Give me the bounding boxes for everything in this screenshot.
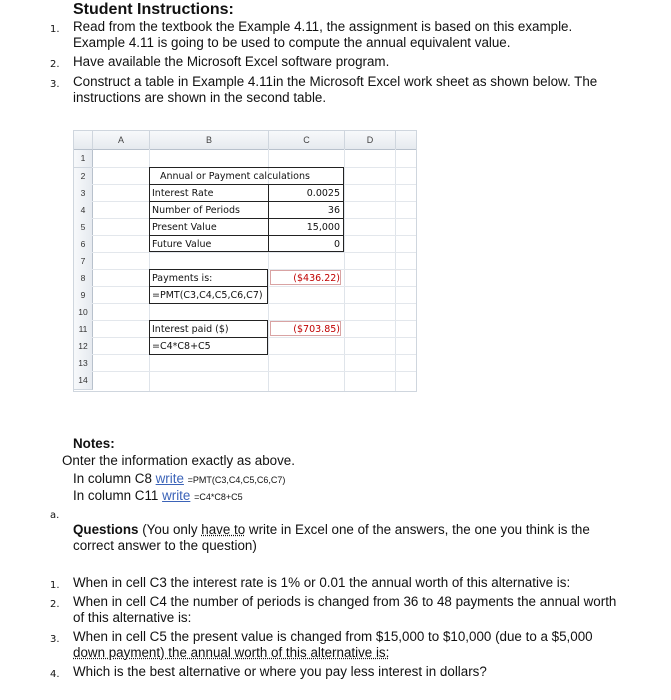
table-rule <box>149 337 268 338</box>
question-text: down payment) the annual worth of this alternative is: <box>73 645 390 660</box>
table-rule <box>268 184 269 252</box>
question-line: of this alternative is: <box>73 610 192 625</box>
list-number: 1. <box>50 580 60 591</box>
cell-present-value-value[interactable]: 15,000 <box>306 222 340 233</box>
cell-table-title[interactable]: Annual or Payment calculations <box>160 171 310 182</box>
row-header[interactable]: 11 <box>74 321 93 339</box>
cell-interest-rate-label[interactable]: Interest Rate <box>152 188 214 199</box>
row-header[interactable]: 12 <box>74 338 93 356</box>
notes-formula: =C4*C8+C5 <box>194 492 243 502</box>
question-item <box>73 664 487 680</box>
cell-pmt-formula[interactable]: =PMT(C3,C4,C5,C6,C7) <box>152 290 263 301</box>
cell-present-value-label[interactable]: Present Value <box>152 222 217 233</box>
notes-line: Onter the information exactly as above. <box>62 453 295 468</box>
notes-write: write <box>162 488 191 503</box>
table-rule <box>149 218 344 219</box>
gridline <box>395 149 396 392</box>
cell-interest-formula[interactable]: =C4*C8+C5 <box>152 341 211 352</box>
table-rule <box>149 201 344 202</box>
row-header[interactable]: 4 <box>74 202 93 220</box>
table-rule <box>149 235 344 236</box>
questions-text: write in Excel one of the answers, the one you think is the <box>245 522 590 537</box>
question-line: Which is the best alternative or where you pay less interest in dollars? <box>73 664 487 679</box>
gridline <box>92 252 417 253</box>
notes-text: In column C11 <box>73 488 163 503</box>
gridline <box>344 149 345 392</box>
cell-payments-label[interactable]: Payments is: <box>152 273 213 284</box>
cell-interest-paid-value[interactable]: ($703.85) <box>293 324 340 335</box>
row-header[interactable]: 5 <box>74 219 93 237</box>
notes-heading: Notes: <box>73 436 115 451</box>
list-item <box>73 74 597 106</box>
page-title: Student Instructions: <box>73 1 234 18</box>
list-number: 2. <box>50 59 60 70</box>
cell-num-periods-label[interactable]: Number of Periods <box>152 205 240 216</box>
question-line: When in cell C3 the interest rate is 1% or 0.01 the annual worth of this alternative is: <box>73 575 571 590</box>
row-header[interactable]: 6 <box>74 236 93 254</box>
row-header[interactable]: 2 <box>74 168 93 186</box>
list-item <box>73 54 389 70</box>
select-all-corner[interactable] <box>74 131 93 150</box>
list-item-line: Read from the textbook the Example 4.11, the assignment is based on this example. <box>73 19 573 34</box>
notes-line <box>73 471 285 488</box>
cell-future-value-label[interactable]: Future Value <box>152 239 212 250</box>
list-number: 3. <box>50 79 60 90</box>
list-item-line: Have available the Microsoft Excel software program. <box>73 54 390 69</box>
questions-text: correct answer to the question) <box>73 538 257 553</box>
column-header[interactable]: D <box>345 131 396 150</box>
cell-payments-value[interactable]: ($436.22) <box>293 273 340 284</box>
questions-text: (You only <box>138 522 202 537</box>
question-item <box>73 594 616 626</box>
excel-sheet <box>73 130 417 392</box>
row-header[interactable]: 1 <box>74 150 93 168</box>
cell-num-periods-value[interactable]: 36 <box>327 205 340 216</box>
cell-future-value-value[interactable]: 0 <box>333 239 340 250</box>
table-rule <box>149 184 344 185</box>
list-marker: a. <box>50 510 60 521</box>
question-item <box>73 629 593 661</box>
list-number: 3. <box>50 634 60 645</box>
row-header[interactable]: 8 <box>74 270 93 288</box>
cell-interest-rate-value[interactable]: 0.0025 <box>306 188 340 199</box>
questions-intro <box>73 522 633 554</box>
column-header[interactable] <box>396 131 417 150</box>
cell-interest-paid-label[interactable]: Interest paid ($) <box>152 324 229 335</box>
row-header[interactable]: 3 <box>74 185 93 203</box>
list-item <box>73 19 572 51</box>
row-header[interactable]: 13 <box>74 355 93 373</box>
questions-text: have to <box>201 522 246 537</box>
list-number: 1. <box>50 24 60 35</box>
question-item <box>73 575 570 591</box>
question-line <box>73 645 593 661</box>
list-number: 4. <box>50 669 60 680</box>
list-item-line: Construct a table in Example 4.11in the Microsoft Excel work sheet as shown below. The <box>73 74 598 89</box>
row-header[interactable]: 9 <box>74 287 93 305</box>
column-header[interactable]: B <box>150 131 269 150</box>
row-header[interactable]: 10 <box>74 304 93 322</box>
notes-formula: =PMT(C3,C4,C5,C6,C7) <box>187 475 286 485</box>
column-header[interactable]: C <box>269 131 345 150</box>
question-line: When in cell C4 the number of periods is changed from 36 to 48 payments the annual worth <box>73 594 617 609</box>
list-number: 2. <box>50 599 60 610</box>
questions-heading: Questions <box>73 522 139 537</box>
question-line: When in cell C5 the present value is changed from $15,000 to $10,000 (due to a $5,000 <box>73 629 593 644</box>
column-header[interactable]: A <box>93 131 150 150</box>
notes-write: write <box>155 471 184 486</box>
row-header[interactable]: 14 <box>74 372 93 390</box>
list-item-line: Example 4.11 is going to be used to compute the annual equivalent value. <box>73 35 511 50</box>
notes-text: In column C8 <box>73 471 156 486</box>
table-rule <box>149 286 268 287</box>
gridline <box>92 371 417 372</box>
row-header[interactable]: 7 <box>74 253 93 271</box>
list-item-line: instructions are shown in the second table. <box>73 90 327 105</box>
notes-line <box>73 488 243 505</box>
